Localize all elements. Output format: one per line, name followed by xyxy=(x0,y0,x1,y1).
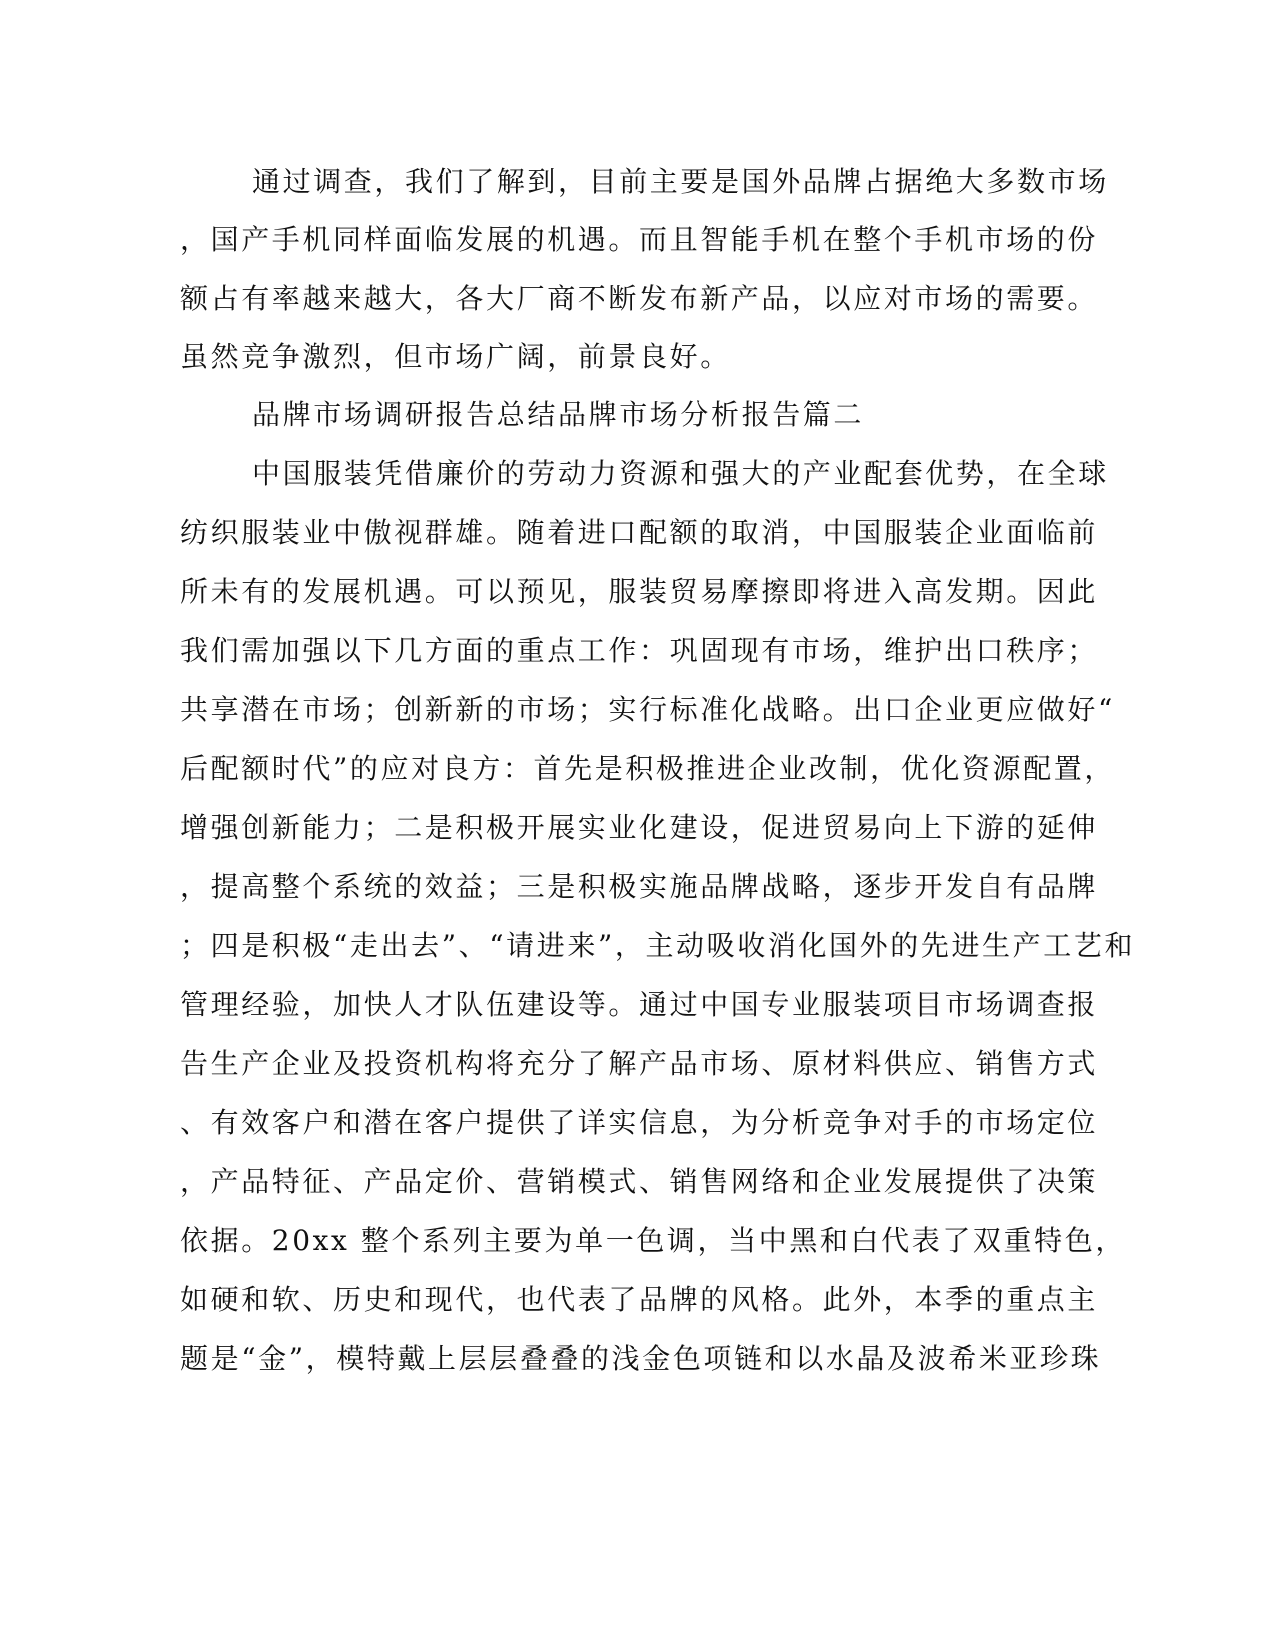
paragraph-line: 告生产企业及投资机构将充分了解产品市场、原材料供应、销售方式 xyxy=(180,1047,1099,1080)
paragraph-line: 共享潜在市场；创新新的市场；实行标准化战略。出口企业更应做好“ xyxy=(180,693,1115,726)
paragraph-line: 我们需加强以下几方面的重点工作：巩固现有市场，维护出口秩序； xyxy=(180,634,1099,667)
section-heading: 品牌市场调研报告总结品牌市场分析报告篇二 xyxy=(252,398,865,431)
paragraph-line: 纺织服装业中傲视群雄。随着进口配额的取消，中国服装企业面临前 xyxy=(180,516,1099,549)
paragraph-line: 题是“金”，模特戴上层层叠叠的浅金色项链和以水晶及波希米亚珍珠 xyxy=(180,1342,1102,1375)
paragraph-line: 通过调查，我们了解到，目前主要是国外品牌占据绝大多数市场 xyxy=(252,165,1109,198)
paragraph-line: 如硬和软、历史和现代，也代表了品牌的风格。此外，本季的重点主 xyxy=(180,1283,1099,1316)
paragraph-line: ，提高整个系统的效益；三是积极实施品牌战略，逐步开发自有品牌 xyxy=(180,870,1099,903)
paragraph-line: 中国服装凭借廉价的劳动力资源和强大的产业配套优势，在全球 xyxy=(252,457,1109,490)
paragraph-line: ，产品特征、产品定价、营销模式、销售网络和企业发展提供了决策 xyxy=(180,1165,1099,1198)
paragraph-line: 所未有的发展机遇。可以预见，服装贸易摩擦即将进入高发期。因此 xyxy=(180,575,1099,608)
paragraph-line: 管理经验，加快人才队伍建设等。通过中国专业服装项目市场调查报 xyxy=(180,988,1099,1021)
paragraph-line: 、有效客户和潜在客户提供了详实信息，为分析竞争对手的市场定位 xyxy=(180,1106,1099,1139)
paragraph-line: 额占有率越来越大，各大厂商不断发布新产品，以应对市场的需要。 xyxy=(180,282,1099,315)
paragraph-line: 后配额时代”的应对良方：首先是积极推进企业改制，优化资源配置， xyxy=(180,752,1115,785)
paragraph-line: ；四是积极“走出去”、“请进来”，主动吸收消化国外的先进生产工艺和 xyxy=(180,929,1136,962)
paragraph-line: 依据。20xx 整个系列主要为单一色调，当中黑和白代表了双重特色， xyxy=(180,1224,1126,1257)
paragraph-line: 虽然竞争激烈，但市场广阔，前景良好。 xyxy=(180,340,731,373)
paragraph-line: 增强创新能力；二是积极开展实业化建设，促进贸易向上下游的延伸 xyxy=(180,811,1099,844)
paragraph-line: ，国产手机同样面临发展的机遇。而且智能手机在整个手机市场的份 xyxy=(180,223,1099,256)
